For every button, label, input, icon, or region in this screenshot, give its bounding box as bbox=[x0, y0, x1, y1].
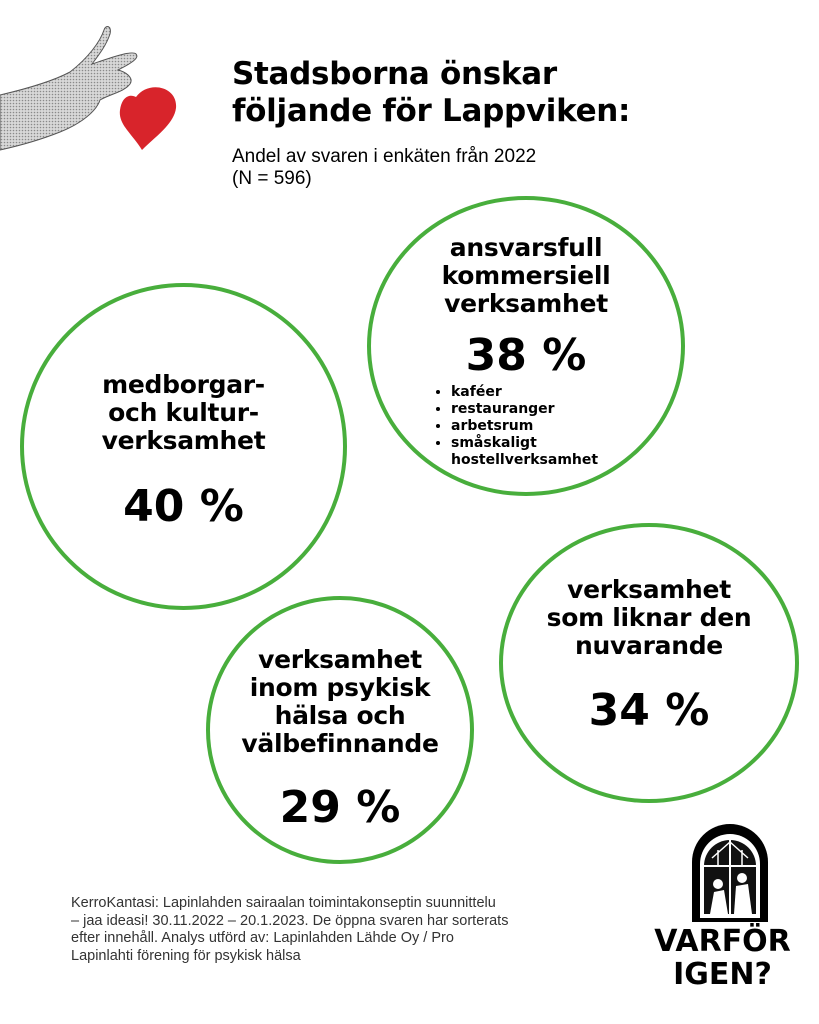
source-footnote bbox=[71, 895, 631, 965]
bubble-value: 40 % bbox=[123, 481, 244, 532]
footnote-line: efter innehåll. Analys utförd av: Lapinlahden Lähde Oy / Pro bbox=[71, 930, 454, 946]
bubble-label-line: verksamhet bbox=[567, 575, 731, 604]
bubble-label bbox=[24, 371, 343, 455]
logo-wordmark bbox=[640, 925, 805, 991]
logo-text-line: IGEN? bbox=[673, 957, 772, 992]
subtitle-line-1: Andel av svaren i enkäten från 2022 bbox=[232, 146, 537, 167]
bubble-label-line: hälsa och bbox=[274, 701, 406, 730]
bubble-bullet-list bbox=[433, 384, 651, 469]
bubble-label bbox=[503, 576, 795, 660]
footnote-line: Lapinlahti förening för psykisk hälsa bbox=[71, 947, 301, 964]
bubble-label bbox=[371, 234, 681, 318]
bubble-value: 38 % bbox=[465, 330, 587, 381]
bubble-value: 34 % bbox=[588, 685, 710, 736]
footnote-line: – jaa ideasi! 30.11.2022 – 20.1.2023. De öppna svaren har sorterats bbox=[71, 912, 509, 929]
subtitle-line-2: (N = 596) bbox=[232, 168, 312, 189]
hand-holding-heart-illustration bbox=[0, 0, 200, 170]
page-title bbox=[232, 56, 752, 130]
footnote-line: KerroKantasi: Lapinlahden sairaalan toimintakonseptin suunnittelu bbox=[71, 895, 496, 911]
bubble-value: 29 % bbox=[279, 782, 401, 833]
bubble-label-line: nuvarande bbox=[575, 631, 723, 660]
bubble-label-line: verksamhet bbox=[101, 426, 266, 455]
title-line-2: följande för Lappviken: bbox=[232, 93, 631, 129]
bubble-label-line: verksamhet bbox=[444, 289, 608, 318]
bubble-label-line: inom psykisk bbox=[249, 673, 431, 702]
bullet-item: • småskaligt hostellverksamhet bbox=[451, 435, 651, 469]
bubble-liknar-nuvarande bbox=[499, 523, 799, 803]
bullet-item: • arbetsrum bbox=[451, 418, 651, 435]
logo-text-line: VARFÖR bbox=[654, 924, 791, 959]
bullet-item: • restauranger bbox=[451, 401, 651, 418]
bubble-label-line: ansvarsfull bbox=[449, 233, 603, 262]
title-line-1: Stadsborna önskar bbox=[232, 56, 557, 92]
bubble-label-line: som liknar den bbox=[546, 603, 752, 632]
bubble-label-line: medborgar- bbox=[102, 370, 265, 399]
bubble-label-line: verksamhet bbox=[258, 645, 422, 674]
bubble-kommersiell bbox=[367, 196, 685, 496]
subtitle bbox=[232, 146, 712, 190]
bullet-item: • kaféer bbox=[451, 384, 651, 401]
bubble-label-line: och kultur- bbox=[108, 398, 259, 427]
bubble-psykisk-halsa bbox=[206, 596, 474, 864]
bubble-label-line: kommersiell bbox=[441, 261, 611, 290]
bubble-label-line: välbefinnande bbox=[241, 729, 439, 758]
varfor-igen-logo-icon bbox=[688, 818, 772, 923]
bubble-medborgar-kultur bbox=[20, 283, 347, 610]
bubble-label bbox=[210, 646, 470, 758]
